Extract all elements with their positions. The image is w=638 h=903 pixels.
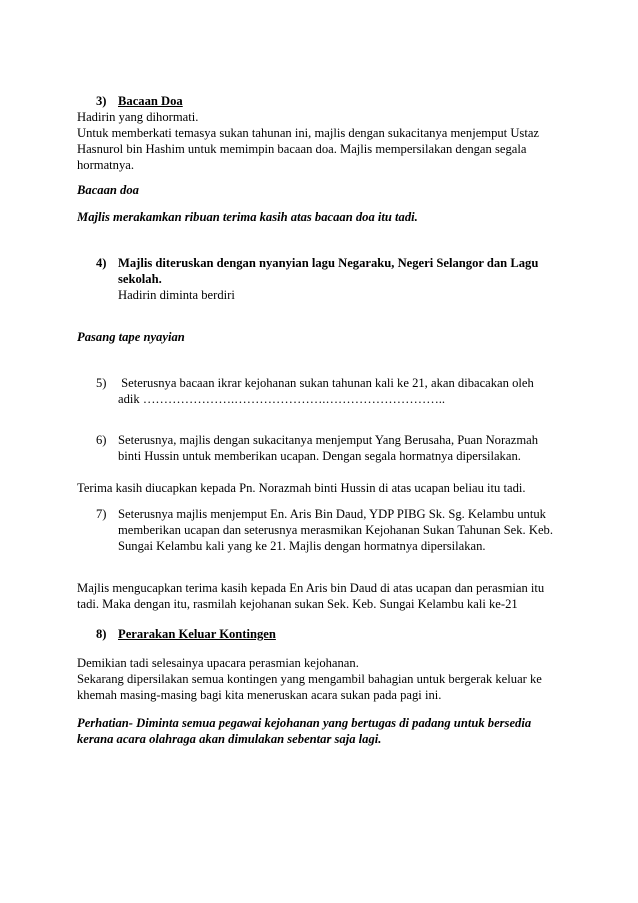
section-7-number: 7) [96, 507, 107, 521]
section-4-line: sekolah. [118, 272, 162, 286]
section-8-line: Sekarang dipersilakan semua kontingen yang mengambil bahagian untuk bergerak keluar ke [77, 672, 542, 686]
section-8-line: Demikian tadi selesainya upacara perasmian kejohanan. [77, 656, 359, 670]
section-3-note: Majlis merakamkan ribuan terima kasih atas bacaan doa itu tadi. [77, 210, 418, 224]
section-5-line: adik ………………….………………….……………………….. [118, 392, 446, 406]
section-5-item [96, 376, 534, 391]
section-3-line: Untuk memberkati temasya sukan tahunan ini, majlis dengan sukacitanya menjemput Ustaz [77, 126, 539, 140]
section-8-number: 8) [96, 627, 107, 641]
section-7-line: Sungai Kelambu kali yang ke 21. Majlis dengan hormatnya dipersilakan. [118, 539, 486, 553]
section-6-item [96, 433, 538, 448]
section-8-line: khemah masing-masing bagi kita meneruskan acara sukan pada pagi ini. [77, 688, 442, 702]
section-7-line: Seterusnya majlis menjemput En. Aris Bin Daud, YDP PIBG Sk. Sg. Kelambu untuk [118, 507, 546, 521]
section-8-title: Perarakan Keluar Kontingen [118, 627, 276, 641]
section-4-line: Hadirin diminta berdiri [118, 288, 235, 302]
section-4-title: Majlis diteruskan dengan nyanyian lagu Negaraku, Negeri Selangor dan Lagu [118, 256, 539, 270]
section-3-number: 3) [96, 94, 107, 108]
section-7-thanks: tadi. Maka dengan itu, rasmilah kejohanan sukan Sek. Keb. Sungai Kelambu kali ke-21 [77, 597, 518, 611]
section-3-title: Bacaan Doa [118, 94, 183, 108]
section-7-thanks: Majlis mengucapkan terima kasih kepada En Aris bin Daud di atas ucapan dan perasmian itu [77, 581, 545, 595]
section-7-line: memberikan ucapan dan seterusnya merasmikan Kejohanan Sukan Tahunan Sek. Keb. [118, 523, 553, 537]
section-4-heading [96, 256, 538, 271]
section-6-number: 6) [96, 433, 107, 447]
section-3-line: Hadirin yang dihormati. [77, 110, 199, 124]
section-7-item [96, 507, 546, 522]
section-6-line: binti Hussin untuk memberikan ucapan. Dengan segala hormatnya dipersilakan. [118, 449, 521, 463]
section-3-heading [96, 94, 183, 109]
section-6-line: Seterusnya, majlis dengan sukacitanya menjemput Yang Berusaha, Puan Norazmah [118, 433, 539, 447]
section-3-line: Hasnurol bin Hashim untuk memimpin bacaan doa. Majlis mempersilakan dengan segala [77, 142, 527, 156]
section-5-number: 5) [96, 376, 107, 390]
section-6-thanks: Terima kasih diucapkan kepada Pn. Norazmah binti Hussin di atas ucapan beliau itu tadi. [77, 481, 526, 495]
section-4-note: Pasang tape nyayian [77, 330, 185, 344]
section-8-note: kerana acara olahraga akan dimulakan sebentar saja lagi. [77, 732, 382, 746]
section-8-heading [96, 627, 276, 642]
section-8-note: Perhatian- Diminta semua pegawai kejohanan yang bertugas di padang untuk bersedia [77, 716, 532, 730]
section-3-line: hormatnya. [77, 158, 135, 172]
section-5-line: Seterusnya bacaan ikrar kejohanan sukan tahunan kali ke 21, akan dibacakan oleh [118, 376, 534, 390]
section-3-note: Bacaan doa [77, 183, 139, 197]
section-4-number: 4) [96, 256, 107, 270]
